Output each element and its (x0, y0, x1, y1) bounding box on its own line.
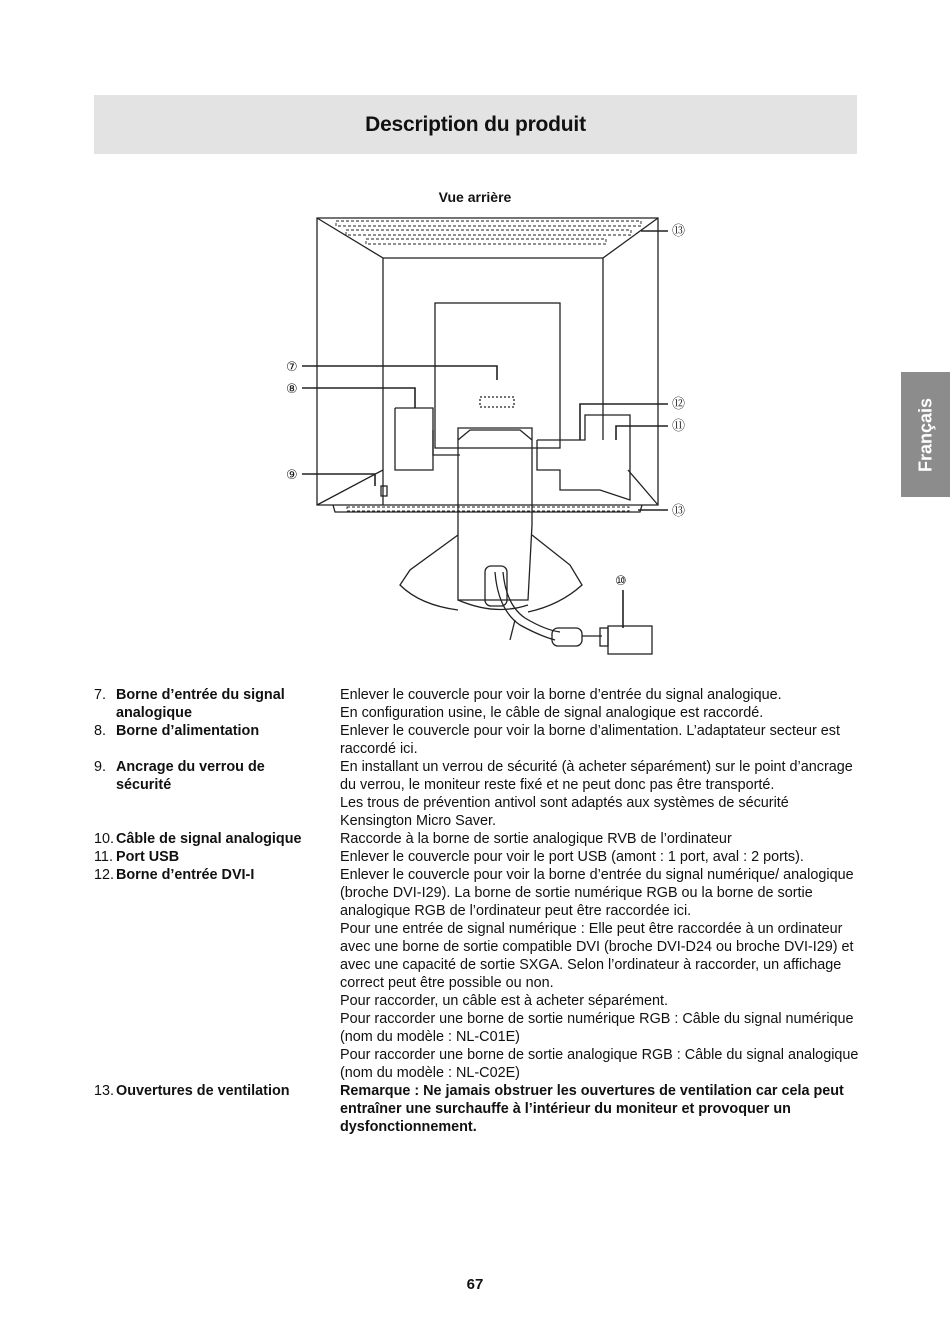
page-title: Description du produit (365, 112, 586, 136)
item-13: 13. Ouvertures de ventilation Remarque : Ne jamais obstruer les ouvertures de ventilation car cela peut entraîner une surchauffe à l’intérieur du moniteur et provoquer un dysfonctionnement. (94, 1082, 864, 1136)
language-tab-label: Français (915, 397, 935, 472)
title-bar (94, 95, 857, 154)
monitor-rear-view-diagram (270, 208, 700, 663)
item-10: 10. Câble de signal analogique Raccorde à la borne de sortie analogique RVB de l’ordinateur (94, 831, 732, 847)
callout-13-top: ⑬ (672, 224, 686, 239)
page-number: 67 (466, 1276, 484, 1293)
figure-caption: Vue arrière (438, 189, 512, 205)
callout-7: ⑦ (286, 360, 298, 375)
callout-13-bottom: ⑬ (672, 504, 686, 519)
monitor-body (317, 218, 658, 512)
callout-8: ⑧ (286, 382, 298, 397)
item-12: 12. Borne d’entrée DVI-I Enlever le couvercle pour voir la borne d’entrée du signal numérique/ analogique (broche DVI-I29). La borne de sortie numérique RGB ou la borne de sortie analogique RGB de l’ordinateur peut être raccordée ici. Pour une entrée de signal numérique : Elle peut être raccordée à un ordinateur avec une borne de sortie compatible DVI (broche DVI-D24 ou broche DVI-I29) et avec une capacité de sortie SXGA. Selon l’ordinateur à raccorder, un affichage correct peut être possible ou non. Pour raccorder, un câble est à acheter séparément. Pour raccorder une borne de sortie numérique RGB : Câble du signal numérique (nom du modèle : NL-C01E) Pour raccorder une borne de sortie analogique RGB : Câble du signal analogique (nom du modèle : NL-C02E) (94, 867, 859, 1081)
item-7: 7. Borne d’entrée du signal analogique Enlever le couvercle pour voir la borne d’entrée du signal analogique. En configuration usine, le câble de signal analogique est raccordé. (94, 687, 782, 721)
item-9: 9. Ancrage du verrou de sécurité En installant un verrou de sécurité (à acheter séparément) sur le point d’ancrage du verrou, le moniteur reste fixé et ne peut donc pas être transporté. Les trous de prévention antivol sont adaptés aux systèmes de sécurité Kensington Micro Saver. (94, 759, 853, 829)
monitor-stand (400, 428, 582, 612)
analog-cable (495, 572, 652, 654)
item-8: 8. Borne d’alimentation Enlever le couvercle pour voir la borne d’alimentation. L’adaptateur secteur est raccordé ici. (94, 723, 840, 757)
callout-9: ⑨ (286, 468, 298, 483)
language-tab (901, 372, 950, 497)
callout-12: ⑫ (672, 397, 686, 412)
ventilation-warning: Remarque : Ne jamais obstruer les ouvertures de ventilation car cela peut entraîner une surchauffe à l’intérieur du moniteur et provoquer un dysfonctionnement. (340, 1083, 844, 1135)
item-descriptions (94, 686, 864, 1136)
callout-11: ⑪ (672, 419, 686, 434)
item-11: 11. Port USB Enlever le couvercle pour voir le port USB (amont : 1 port, aval : 2 ports). (94, 849, 804, 865)
callout-10: ⑩ (615, 574, 627, 589)
